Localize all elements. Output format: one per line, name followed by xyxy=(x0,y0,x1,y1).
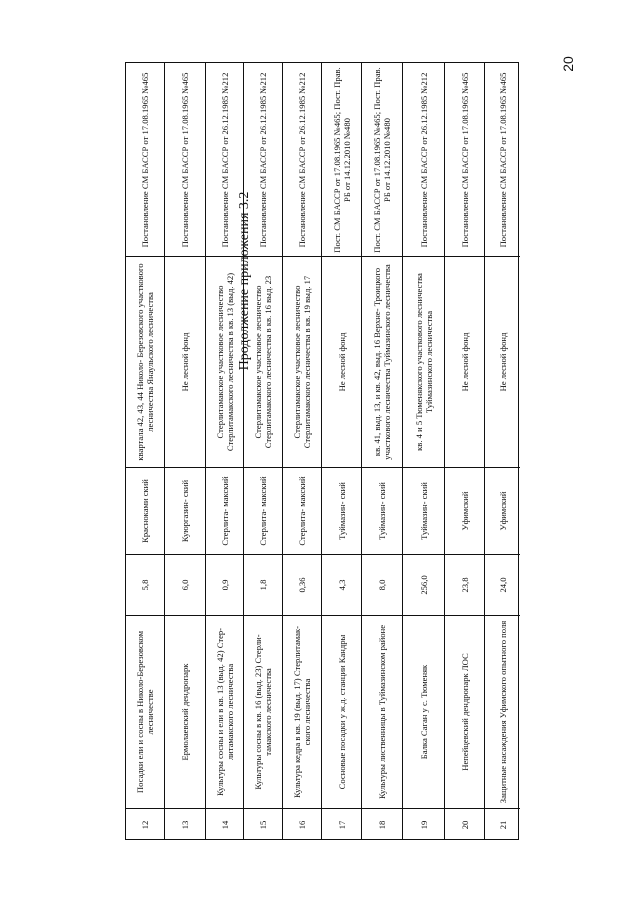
cell-text: Не лесной фонд xyxy=(459,332,470,392)
cell-location xyxy=(244,257,282,468)
cell-text: Туймазин- ский xyxy=(418,482,429,540)
cell-text: Постановление СМ БАССР от 26.12.1985 №212 xyxy=(297,72,307,247)
table-row xyxy=(165,63,206,839)
cell-text: Постановление СМ БАССР от 17.08.1965 №465 xyxy=(140,72,150,247)
cell-text: Не лесной фонд xyxy=(336,332,347,392)
cell-location xyxy=(362,257,402,468)
cell-text: 21 xyxy=(497,820,508,830)
cell-text: 16 xyxy=(297,820,307,830)
cell-district xyxy=(322,468,361,555)
cell-text: 19 xyxy=(418,820,429,830)
table-row xyxy=(445,63,485,839)
cell-doc xyxy=(206,63,243,257)
cell-text: Стерлита- макский xyxy=(297,476,307,546)
cell-text: Балка Саган у с. Тюменяк xyxy=(418,664,429,760)
cell-text: 18 xyxy=(377,820,387,830)
cell-location xyxy=(126,257,164,468)
cell-district xyxy=(362,468,402,555)
cell-text: Постановление СМ БАССР от 26.12.1985 №212 xyxy=(258,72,268,247)
cell-location xyxy=(283,257,321,468)
table-row xyxy=(403,63,445,839)
cell-text: Стерлита- макский xyxy=(258,476,268,546)
cell-text: Куюргазин- ский xyxy=(180,479,190,543)
cell-text: Не лесной фонд xyxy=(497,332,508,392)
cell-text: Пост. СМ БАССР от 17.08.1965 №465; Пост. Прав. РБ от 14.12.2010 №480 xyxy=(331,66,352,253)
cell-text: Уфимский xyxy=(459,491,470,531)
cell-text: 14 xyxy=(219,820,230,830)
cell-text: квартала 42, 43, 44 Николо- Березовского участкового лесничества Янаульского лесничества xyxy=(135,263,155,461)
cell-district xyxy=(126,468,164,555)
cell-text: Сосновые посадки у ж.д. станции Кандры xyxy=(336,634,347,790)
cell-text: Стерлитамакское участковое лесничество Стерлитамакского лесничества в кв. 16 выд. 23 xyxy=(253,275,273,449)
cell-name xyxy=(322,616,361,809)
cell-text: Постановление СМ БАССР от 17.08.1965 №465 xyxy=(180,72,190,247)
cell-num xyxy=(244,809,282,841)
cell-doc xyxy=(403,63,444,257)
cell-area xyxy=(362,555,402,616)
table-row xyxy=(322,63,362,839)
cell-area xyxy=(165,555,205,616)
cell-text: 0,36 xyxy=(297,577,307,593)
cell-text: Стерлитамакское участковое лесничество Стерлитамакского лесничества в кв. 13 (выд. 42) xyxy=(214,272,235,452)
cell-doc xyxy=(283,63,321,257)
table-row xyxy=(485,63,520,839)
cell-name xyxy=(362,616,402,809)
cell-text: Постановление СМ БАССР от 26.12.1985 №212 xyxy=(219,72,230,247)
cell-text: 20 xyxy=(459,820,470,830)
cell-area xyxy=(206,555,243,616)
cell-num xyxy=(362,809,402,841)
cell-text: 24,0 xyxy=(497,577,508,593)
cell-text: 12 xyxy=(140,820,150,830)
cell-name xyxy=(244,616,282,809)
cell-area xyxy=(445,555,484,616)
cell-location xyxy=(485,257,520,468)
cell-text: 1,8 xyxy=(258,579,268,591)
cell-doc xyxy=(126,63,164,257)
cell-district xyxy=(165,468,205,555)
cell-area xyxy=(322,555,361,616)
cell-doc xyxy=(362,63,402,257)
cell-text: Стерлитамакское участковое лесничество Стерлитамакского лесничества в кв. 19 выд. 17 xyxy=(292,275,312,449)
cell-doc xyxy=(445,63,484,257)
cell-text: Культура кедра в кв. 19 (выд. 17) Стерлитамак- ского лесничества xyxy=(292,626,312,798)
cell-name xyxy=(403,616,444,809)
cell-doc xyxy=(485,63,520,257)
cell-district xyxy=(445,468,484,555)
table-caption: Продолжение приложения 3.2 xyxy=(237,191,252,371)
cell-name xyxy=(283,616,321,809)
cell-text: Постановление СМ БАССР от 26.12.1985 №212 xyxy=(418,72,429,247)
cell-text: Туймазин- ский xyxy=(377,482,387,540)
table-row xyxy=(362,63,403,839)
cell-name xyxy=(445,616,484,809)
cell-num xyxy=(322,809,361,841)
cell-text: 4,3 xyxy=(336,579,347,591)
cell-num xyxy=(445,809,484,841)
cell-text: 13 xyxy=(180,820,190,830)
cell-text: Красноками ский xyxy=(140,479,150,543)
cell-text: Пост. СМ БАССР от 17.08.1965 №465; Пост. Прав. РБ от 14.12.2010 №480 xyxy=(372,66,392,253)
cell-num xyxy=(485,809,520,841)
cell-text: Культуры лиственницы в Туймазинском районе xyxy=(377,624,387,800)
cell-district xyxy=(206,468,243,555)
cell-area xyxy=(126,555,164,616)
cell-area xyxy=(283,555,321,616)
cell-location xyxy=(322,257,361,468)
cell-text: 0,9 xyxy=(219,579,230,591)
cell-area xyxy=(485,555,520,616)
cell-num xyxy=(283,809,321,841)
cell-text: 8,0 xyxy=(377,579,387,591)
cell-text: Туймазин- ский xyxy=(336,482,347,540)
cell-doc xyxy=(165,63,205,257)
table-row xyxy=(283,63,322,839)
cell-text: 23,8 xyxy=(459,577,470,593)
cell-text: Стерлита- макский xyxy=(219,476,230,546)
cell-text: Ермолаевский дендропарк xyxy=(180,663,190,761)
cell-text: 15 xyxy=(258,820,268,830)
cell-name xyxy=(165,616,205,809)
cell-area xyxy=(244,555,282,616)
cell-num xyxy=(126,809,164,841)
table-row xyxy=(244,63,283,839)
cell-text: Культуры сосны в кв. 16 (выд. 23) Стерли- тамакского лесничества xyxy=(253,634,273,790)
cell-text: Культуры сосны и ели в кв. 13 (выд. 42) Стер- литамакского лесничества xyxy=(214,627,235,797)
cell-area xyxy=(403,555,444,616)
cell-location xyxy=(206,257,243,468)
cell-text: кв. 4 и 5 Тюменякского участкового лесничества Туймазинского лесничества xyxy=(413,273,434,451)
cell-text: кв. 41, выд. 13, и кв. 42, выд. 16 Верхне- Троицкого участкового лесничества Туймазинского лесничества xyxy=(372,264,392,460)
cell-text: 17 xyxy=(336,820,347,830)
cell-name xyxy=(206,616,243,809)
cell-text: 256,0 xyxy=(418,575,429,595)
cell-location xyxy=(445,257,484,468)
cell-text: Постановление СМ БАССР от 17.08.1965 №465 xyxy=(497,72,508,247)
cell-num xyxy=(206,809,243,841)
cell-num xyxy=(165,809,205,841)
cell-location xyxy=(403,257,444,468)
cell-text: 6,0 xyxy=(180,579,190,591)
cell-text: 5,8 xyxy=(140,579,150,591)
cell-text: Уфимский xyxy=(497,491,508,531)
cell-doc xyxy=(322,63,361,257)
page-number: 20 xyxy=(560,56,576,72)
cell-district xyxy=(283,468,321,555)
cell-text: Защитные насаждения Уфимского опытного поля xyxy=(497,620,508,804)
cell-text: Не лесной фонд xyxy=(180,332,190,392)
cell-district xyxy=(485,468,520,555)
cell-text: Постановление СМ БАССР от 17.08.1965 №465 xyxy=(459,72,470,247)
appendix-table xyxy=(125,62,519,840)
cell-name xyxy=(126,616,164,809)
cell-district xyxy=(403,468,444,555)
table-row xyxy=(126,63,165,839)
table-row xyxy=(206,63,244,839)
cell-location xyxy=(165,257,205,468)
cell-text: Посадки ели и сосны в Николо-Березовском лесничестве xyxy=(135,630,155,794)
cell-text: Непейцевский дендропарк ЛОС xyxy=(459,653,470,771)
cell-doc xyxy=(244,63,282,257)
cell-name xyxy=(485,616,520,809)
cell-num xyxy=(403,809,444,841)
cell-district xyxy=(244,468,282,555)
